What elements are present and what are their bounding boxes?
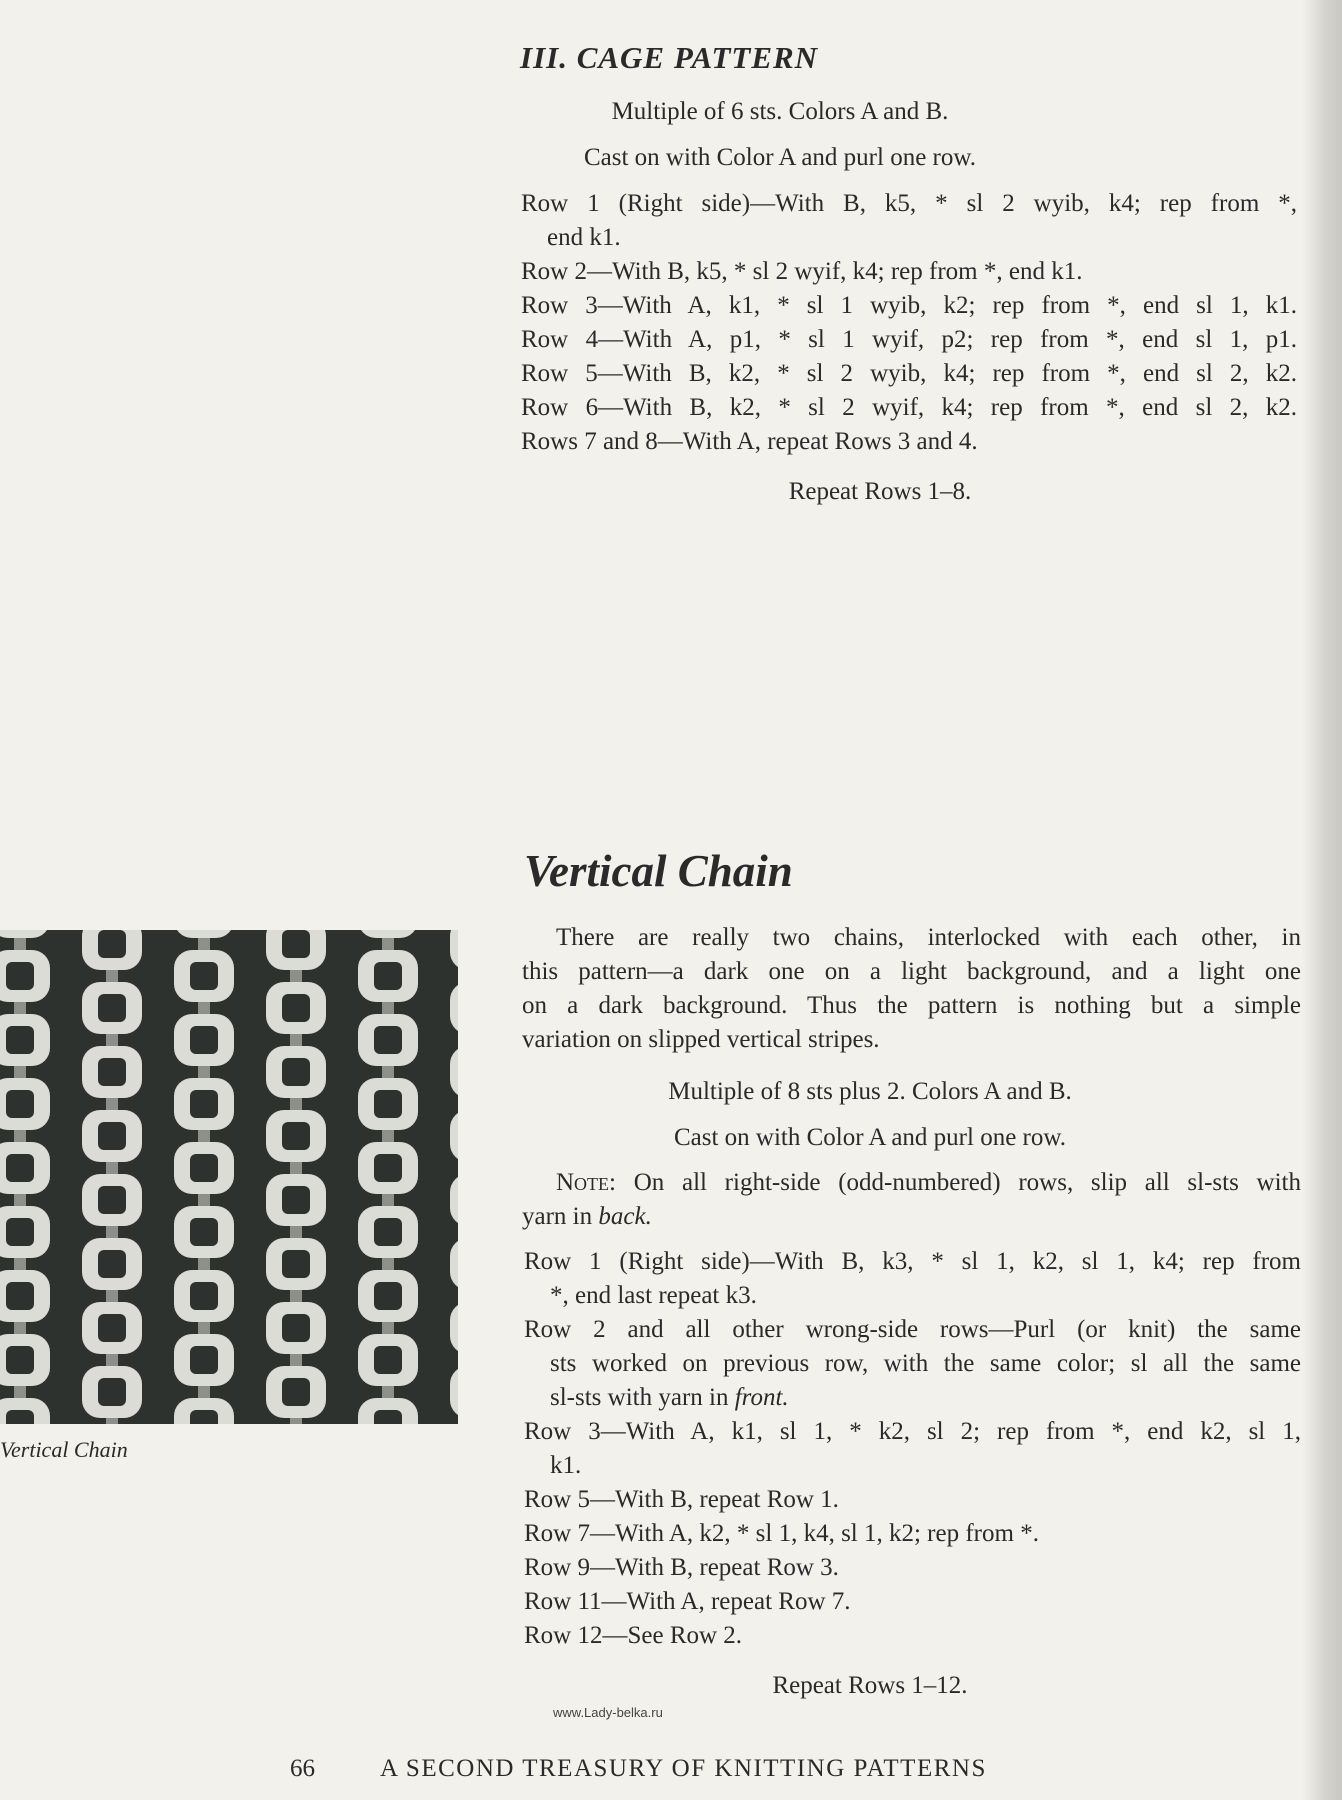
cage-row-line: Row 4—With A, p1, * sl 1 wyif, p2; rep from *, end sl 1, p1. xyxy=(521,326,1297,353)
cage-repeat: Repeat Rows 1–8. xyxy=(788,478,972,505)
swatch-chain-hole xyxy=(98,1058,126,1086)
row2-text-a: sl-sts with yarn in xyxy=(550,1384,735,1411)
swatch-chain-hole xyxy=(374,1090,402,1118)
row2-text-front: front. xyxy=(734,1384,789,1411)
swatch-chain-hole xyxy=(374,962,402,990)
swatch-chain-hole xyxy=(6,1090,34,1118)
swatch-chain-hole xyxy=(190,1026,218,1054)
swatch-chain-hole xyxy=(98,930,126,958)
figure-caption: Vertical Chain xyxy=(0,1437,128,1462)
chain-row-line: k1. xyxy=(550,1452,582,1479)
cage-row-line: end k1. xyxy=(547,224,621,251)
cage-multiple: Multiple of 6 sts. Colors A and B. xyxy=(611,98,949,125)
swatch-chain-hole xyxy=(6,1218,34,1246)
swatch-chain-hole xyxy=(282,930,310,958)
swatch-chain-hole xyxy=(282,1378,310,1406)
cage-row-line: Row 6—With B, k2, * sl 2 wyif, k4; rep from *, end sl 2, k2. xyxy=(521,394,1297,421)
chain-intro-line: on a dark background. Thus the pattern is nothing but a simple xyxy=(522,992,1301,1019)
swatch-chain-hole xyxy=(282,1186,310,1214)
swatch-chain-hole xyxy=(98,1250,126,1278)
swatch-chain-hole xyxy=(190,1218,218,1246)
note-label: Note: xyxy=(556,1169,616,1196)
swatch-chain-hole xyxy=(190,962,218,990)
vertical-chain-swatch-photo xyxy=(0,930,458,1424)
swatch-chain-hole xyxy=(374,1410,402,1424)
section-title-vertical-chain: Vertical Chain xyxy=(524,846,793,896)
swatch-chain-hole xyxy=(190,1090,218,1118)
chain-intro-line: variation on slipped vertical stripes. xyxy=(522,1026,880,1053)
swatch-chain-hole xyxy=(6,1282,34,1310)
cage-row-line: Row 2—With B, k5, * sl 2 wyif, k4; rep from *, end k1. xyxy=(521,258,1083,285)
swatch-chain-hole xyxy=(374,1346,402,1374)
swatch-chain-hole xyxy=(6,1026,34,1054)
chain-row-line: Row 2 and all other wrong-side rows—Purl (or knit) the same xyxy=(524,1316,1301,1343)
running-head: A SECOND TREASURY OF KNITTING PATTERNS xyxy=(380,1755,987,1782)
note-text-back: back. xyxy=(598,1203,652,1230)
cage-row-line: Row 3—With A, k1, * sl 1 wyib, k2; rep from *, end sl 1, k1. xyxy=(521,292,1297,319)
swatch-chain-hole xyxy=(374,1154,402,1182)
chain-row-line: sts worked on previous row, with the same color; sl all the same xyxy=(550,1350,1301,1377)
cage-row-line: Row 1 (Right side)—With B, k5, * sl 2 wyib, k4; rep from *, xyxy=(521,190,1297,217)
cage-row-line: Rows 7 and 8—With A, repeat Rows 3 and 4. xyxy=(521,428,978,455)
swatch-chain-hole xyxy=(98,1122,126,1150)
swatch-chain-hole xyxy=(374,1218,402,1246)
chain-row-line: Row 3—With A, k1, sl 1, * k2, sl 2; rep from *, end k2, sl 1, xyxy=(524,1418,1301,1445)
chain-note-line-1 xyxy=(556,1166,1301,1200)
swatch-chain-hole xyxy=(6,1154,34,1182)
swatch-chain-hole xyxy=(6,962,34,990)
swatch-chain-hole xyxy=(190,1154,218,1182)
swatch-chain-hole xyxy=(282,1122,310,1150)
swatch-chain-hole xyxy=(98,994,126,1022)
chain-multiple: Multiple of 8 sts plus 2. Colors A and B. xyxy=(668,1078,1072,1105)
swatch-pattern xyxy=(0,930,458,1424)
chain-row-line: Row 11—With A, repeat Row 7. xyxy=(524,1588,851,1615)
note-text-a: yarn in xyxy=(522,1203,599,1230)
swatch-chain-hole xyxy=(282,1250,310,1278)
section-title-cage-pattern: III. CAGE PATTERN xyxy=(520,40,819,75)
swatch-chain-hole xyxy=(282,1314,310,1342)
chain-row-line xyxy=(550,1381,789,1415)
cage-cast-on: Cast on with Color A and purl one row. xyxy=(583,144,977,171)
chain-row-line: Row 5—With B, repeat Row 1. xyxy=(524,1486,839,1513)
swatch-chain-hole xyxy=(190,1346,218,1374)
swatch-chain-hole xyxy=(282,1058,310,1086)
page-edge-shadow xyxy=(1302,0,1342,1800)
chain-intro-line: There are really two chains, interlocked with each other, in xyxy=(556,924,1301,951)
chain-row-line: Row 1 (Right side)—With B, k3, * sl 1, k2, sl 1, k4; rep from xyxy=(524,1248,1301,1275)
swatch-chain-hole xyxy=(98,1378,126,1406)
swatch-chain-hole xyxy=(6,1346,34,1374)
chain-intro-line: this pattern—a dark one on a light background, and a light one xyxy=(522,958,1301,985)
page-number: 66 xyxy=(290,1755,315,1782)
chain-row-line: Row 7—With A, k2, * sl 1, k4, sl 1, k2; rep from *. xyxy=(524,1520,1039,1547)
chain-row-line: Row 12—See Row 2. xyxy=(524,1622,743,1649)
watermark: www.Lady-belka.ru xyxy=(553,1705,663,1720)
cage-row-line: Row 5—With B, k2, * sl 2 wyib, k4; rep from *, end sl 2, k2. xyxy=(521,360,1297,387)
chain-row-line: *, end last repeat k3. xyxy=(550,1282,757,1309)
swatch-chain-hole xyxy=(6,1410,34,1424)
swatch-chain-hole xyxy=(190,1410,218,1424)
chain-note-line-2 xyxy=(522,1200,652,1234)
swatch-chain-hole xyxy=(190,1282,218,1310)
chain-cast-on: Cast on with Color A and purl one row. xyxy=(673,1124,1067,1151)
swatch-chain-hole xyxy=(374,1026,402,1054)
swatch-chain-hole xyxy=(282,994,310,1022)
note-text: On all right-side (odd-numbered) rows, slip all sl-sts with xyxy=(616,1169,1301,1196)
chain-repeat: Repeat Rows 1–12. xyxy=(772,1672,968,1699)
chain-row-line: Row 9—With B, repeat Row 3. xyxy=(524,1554,839,1581)
swatch-chain-hole xyxy=(374,1282,402,1310)
swatch-chain-hole xyxy=(98,1314,126,1342)
swatch-chain-hole xyxy=(98,1186,126,1214)
